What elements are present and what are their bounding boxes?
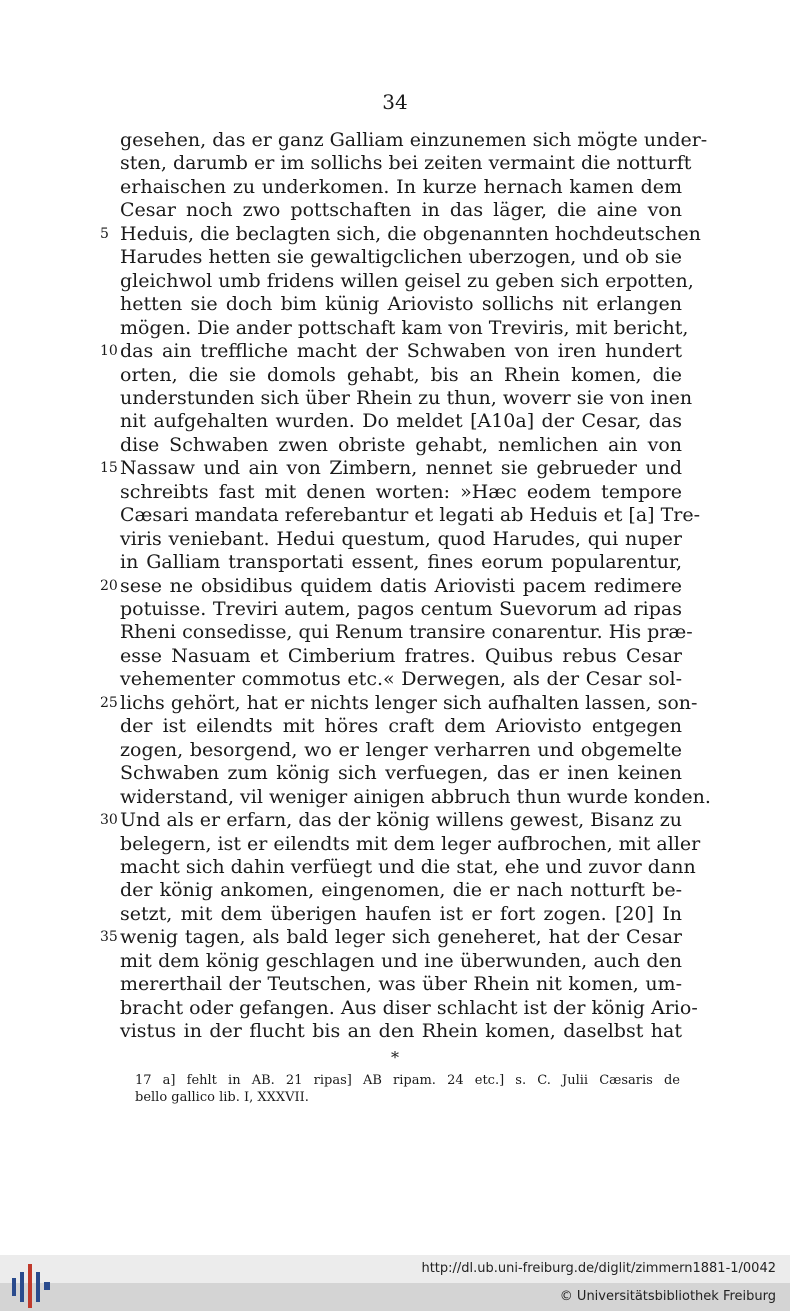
text-line: Cesar noch zwo pottschaften in das läger, die aine von xyxy=(120,199,682,222)
text-line: wenig tagen, als bald leger sich geneheret, hat der Cesar xyxy=(120,926,682,949)
text-line: Cæsari mandata referebantur et legati ab Heduis et [a] Tre- xyxy=(120,504,701,527)
text-line: esse Nasuam et Cimberium fratres. Quibus rebus Cesar xyxy=(120,644,682,667)
footnote-line: 17 a] fehlt in AB. 21 ripas] AB ripam. 24 etc.] s. C. Julii Cæsaris de xyxy=(135,1073,680,1088)
text-line: vistus in der flucht bis an den Rhein komen, daselbst hat xyxy=(120,1020,682,1043)
text-line: in Galliam transportati essent, fines eorum popularentur, xyxy=(120,551,682,574)
ub-freiburg-logo-icon[interactable] xyxy=(12,1264,52,1308)
line-number: 10 xyxy=(100,343,118,360)
line-number: 30 xyxy=(100,812,118,829)
text-line: potuisse. Treviri autem, pagos centum Suevorum ad ripas xyxy=(120,598,682,620)
line-number: 25 xyxy=(100,694,118,711)
text-line: mererthail der Teutschen, was über Rhein nit komen, um- xyxy=(120,973,682,996)
text-line: Harudes hetten sie gewaltigclichen uberzogen, und ob sie xyxy=(120,246,682,269)
line-number: 5 xyxy=(100,225,109,242)
text-line: widerstand, vil weniger ainigen abbruch thun wurde konden. xyxy=(120,785,711,808)
copyright-notice: © Universitätsbibliothek Freiburg xyxy=(559,1289,776,1304)
signature-mark: * xyxy=(391,1048,399,1067)
page-number: 34 xyxy=(382,90,408,114)
text-line: setzt, mit dem überigen haufen ist er fort zogen. [20] In xyxy=(120,902,682,925)
text-line: das ain treffliche macht der Schwaben von iren hundert xyxy=(120,340,682,363)
text-line: viris veniebant. Hedui questum, quod Harudes, qui nuper xyxy=(120,527,682,550)
text-line: Heduis, die beclagten sich, die obgenannten hochdeutschen xyxy=(120,222,701,245)
text-line: hetten sie doch bim künig Ariovisto sollichs nit erlangen xyxy=(120,293,682,316)
text-line: mögen. Die ander pottschaft kam von Treviris, mit bericht, xyxy=(120,316,689,339)
text-line: lichs gehört, hat er nichts lenger sich aufhalten lassen, son- xyxy=(120,691,698,714)
text-line: gesehen, das er ganz Galliam einzunemen sich mögte under- xyxy=(120,129,708,151)
text-line: vehementer commotus etc.« Derwegen, als der Cesar sol- xyxy=(120,668,682,691)
text-line: erhaischen zu underkomen. In kurze hernach kamen dem xyxy=(120,175,682,198)
line-number: 15 xyxy=(100,460,118,477)
text-line: mit dem könig geschlagen und ine überwunden, auch den xyxy=(120,949,682,972)
text-line: dise Schwaben zwen obriste gehabt, nemlichen ain von xyxy=(120,433,682,456)
source-url-link[interactable]: http://dl.ub.uni-freiburg.de/diglit/zimmern1881-1/0042 xyxy=(421,1261,776,1276)
text-line: der könig ankomen, eingenomen, die er nach notturft be- xyxy=(120,879,682,902)
text-line: orten, die sie domols gehabt, bis an Rhein komen, die xyxy=(120,363,682,386)
text-line: sese ne obsidibus quidem datis Ariovisti pacem redimere xyxy=(120,574,682,597)
text-line: schreibts fast mit denen worten: »Hæc eodem tempore xyxy=(120,480,682,503)
text-line: Nassaw und ain von Zimbern, nennet sie gebrueder und xyxy=(120,457,682,480)
line-number: 20 xyxy=(100,577,118,594)
text-line: belegern, ist er eilendts mit dem leger aufbrochen, mit aller xyxy=(120,832,701,855)
text-line: Und als er erfarn, das der könig willens gewest, Bisanz zu xyxy=(120,809,682,832)
text-line: Schwaben zum könig sich verfuegen, das er inen keinen xyxy=(120,762,682,785)
text-line: zogen, besorgend, wo er lenger verharren und obgemelte xyxy=(120,738,682,761)
text-line: gleichwol umb fridens willen geisel zu geben sich erpotten, xyxy=(120,269,694,292)
text-line: understunden sich über Rhein zu thun, woverr sie von inen xyxy=(120,386,693,409)
text-line: nit aufgehalten wurden. Do meldet [A10a] der Cesar, das xyxy=(120,410,682,433)
text-line: sten, darumb er im sollichs bei zeiten vermaint die notturft xyxy=(120,152,692,175)
text-line: der ist eilendts mit höres craft dem Ariovisto entgegen xyxy=(120,715,682,738)
line-number: 35 xyxy=(100,929,118,946)
text-line: Rheni consedisse, qui Renum transire conarentur. His præ- xyxy=(120,621,693,644)
text-line: macht sich dahin verfüegt und die stat, ehe und zuvor dann xyxy=(120,855,696,878)
footnote-line: bello gallico lib. I, XXXVII. xyxy=(135,1090,309,1105)
text-line: bracht oder gefangen. Aus diser schlacht ist der könig Ario- xyxy=(120,996,698,1019)
